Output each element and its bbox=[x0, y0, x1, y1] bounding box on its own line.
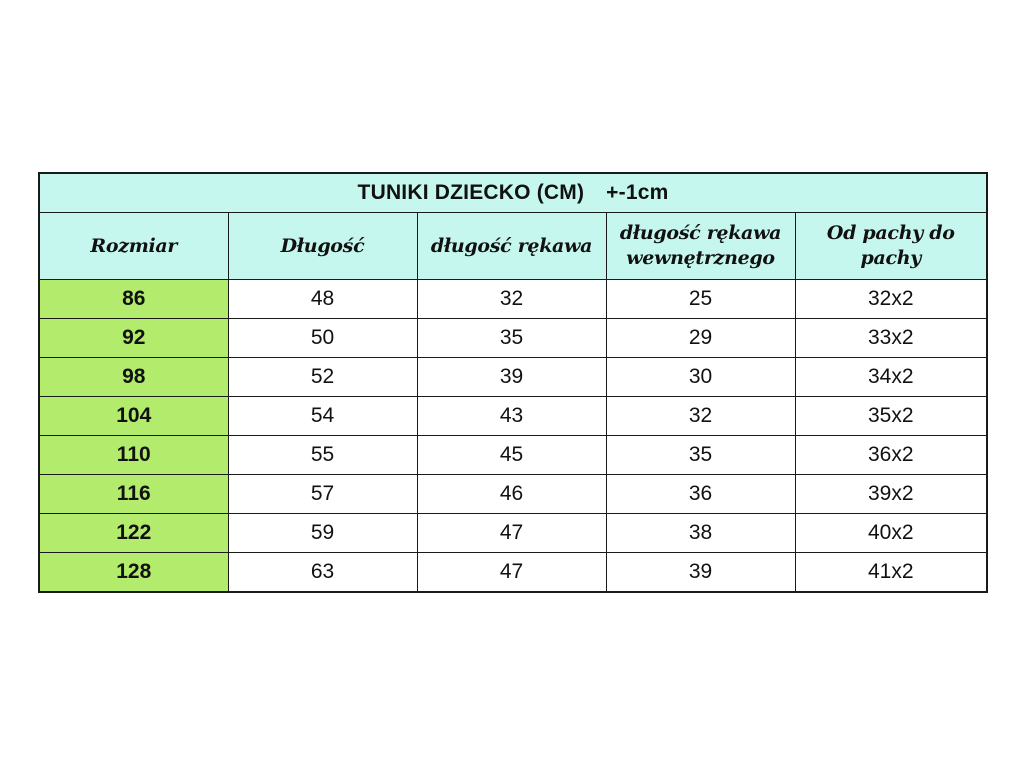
size-cell: 128 bbox=[39, 553, 228, 593]
length-cell: 57 bbox=[228, 475, 417, 514]
header-sleeve-length: długość rękawa bbox=[417, 213, 606, 280]
sleeve-cell: 32 bbox=[417, 280, 606, 319]
size-cell: 92 bbox=[39, 319, 228, 358]
sleeve-cell: 39 bbox=[417, 358, 606, 397]
size-cell: 86 bbox=[39, 280, 228, 319]
inner-sleeve-cell: 36 bbox=[606, 475, 795, 514]
length-cell: 50 bbox=[228, 319, 417, 358]
length-cell: 63 bbox=[228, 553, 417, 593]
table-row bbox=[39, 514, 987, 553]
sleeve-cell: 46 bbox=[417, 475, 606, 514]
armpit-cell: 36x2 bbox=[795, 436, 987, 475]
sleeve-cell: 45 bbox=[417, 436, 606, 475]
inner-sleeve-cell: 39 bbox=[606, 553, 795, 593]
table-row bbox=[39, 475, 987, 514]
length-cell: 59 bbox=[228, 514, 417, 553]
table-title: TUNIKI DZIECKO (CM) bbox=[357, 181, 585, 204]
armpit-cell: 39x2 bbox=[795, 475, 987, 514]
length-cell: 52 bbox=[228, 358, 417, 397]
size-cell: 104 bbox=[39, 397, 228, 436]
size-chart-table bbox=[38, 172, 988, 593]
table-row bbox=[39, 553, 987, 593]
length-cell: 55 bbox=[228, 436, 417, 475]
armpit-cell: 41x2 bbox=[795, 553, 987, 593]
inner-sleeve-cell: 25 bbox=[606, 280, 795, 319]
armpit-cell: 35x2 bbox=[795, 397, 987, 436]
size-cell: 110 bbox=[39, 436, 228, 475]
size-cell: 98 bbox=[39, 358, 228, 397]
sleeve-cell: 35 bbox=[417, 319, 606, 358]
inner-sleeve-cell: 29 bbox=[606, 319, 795, 358]
sleeve-cell: 47 bbox=[417, 553, 606, 593]
inner-sleeve-cell: 35 bbox=[606, 436, 795, 475]
inner-sleeve-cell: 38 bbox=[606, 514, 795, 553]
header-length: Długość bbox=[228, 213, 417, 280]
header-row bbox=[39, 213, 987, 280]
title-row bbox=[39, 173, 987, 213]
table-body bbox=[39, 280, 987, 593]
table-row bbox=[39, 358, 987, 397]
table-tolerance: +-1cm bbox=[606, 181, 669, 204]
inner-sleeve-cell: 32 bbox=[606, 397, 795, 436]
sleeve-cell: 47 bbox=[417, 514, 606, 553]
length-cell: 48 bbox=[228, 280, 417, 319]
table-row bbox=[39, 436, 987, 475]
table-title-cell bbox=[39, 173, 987, 213]
length-cell: 54 bbox=[228, 397, 417, 436]
armpit-cell: 40x2 bbox=[795, 514, 987, 553]
table-row bbox=[39, 319, 987, 358]
header-size: Rozmiar bbox=[39, 213, 228, 280]
size-cell: 116 bbox=[39, 475, 228, 514]
armpit-cell: 32x2 bbox=[795, 280, 987, 319]
sleeve-cell: 43 bbox=[417, 397, 606, 436]
inner-sleeve-cell: 30 bbox=[606, 358, 795, 397]
header-armpit-to-armpit: Od pachy do pachy bbox=[795, 213, 987, 280]
armpit-cell: 34x2 bbox=[795, 358, 987, 397]
table-row bbox=[39, 397, 987, 436]
header-inner-sleeve-length: długość rękawa wewnętrznego bbox=[606, 213, 795, 280]
size-cell: 122 bbox=[39, 514, 228, 553]
armpit-cell: 33x2 bbox=[795, 319, 987, 358]
table-row bbox=[39, 280, 987, 319]
